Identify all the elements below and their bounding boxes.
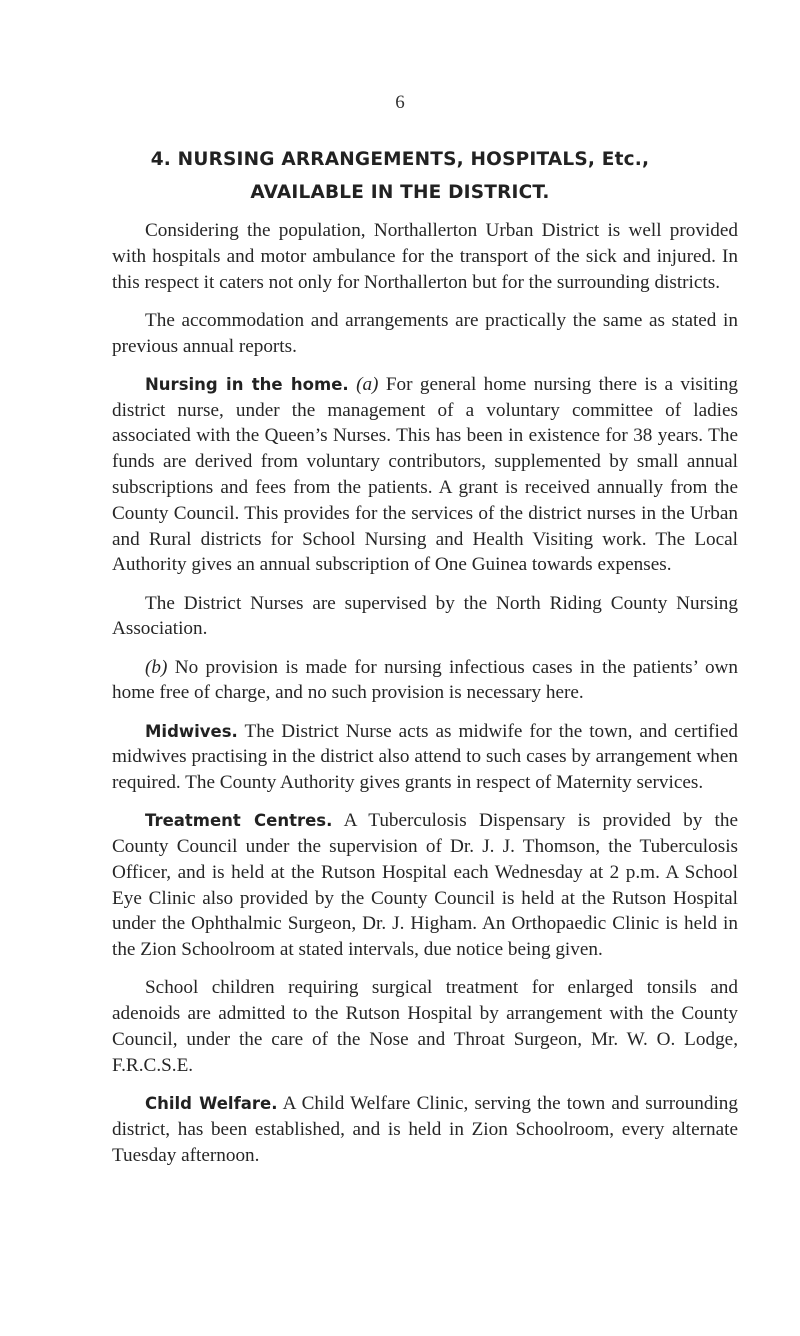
run-in-heading-midwives: Midwives. <box>145 721 238 741</box>
page-number: 6 <box>395 92 405 113</box>
paragraph-treatment-centres <box>112 808 738 963</box>
paragraph-school-children: School children requiring surgical treatment for enlarged tonsils and adenoids are admitted to the Rutson Hospital by arrangement with the County Council, under the care of the Nose and Throat Surgeon, Mr. W. O. Lodge, F.R.C.S.E. <box>112 977 738 1076</box>
paragraph-midwives-text: The District Nurse acts as midwife for the town, and certified midwives practising in the district also attend to such cases by arrangement when required. The County Authority gives grants in respect of Maternity services. <box>112 720 738 794</box>
paragraph-nursing-home <box>112 372 738 578</box>
paragraph-district-nurses: The District Nurses are supervised by the North Riding County Nursing Association. <box>112 592 738 640</box>
item-label-a: (a) <box>356 373 379 395</box>
item-label-b: (b) <box>145 656 168 678</box>
section-heading-line-2: AVAILABLE IN THE DISTRICT. <box>250 182 550 203</box>
run-in-heading-treatment: Treatment Centres. <box>145 811 333 831</box>
paragraph-population: Considering the population, Northallerton Urban District is well provided with hospitals and motor ambulance for the transport of the sick and injured. In this respect it caters not only for Northallerton but for the surrounding districts. <box>112 220 738 293</box>
paragraph-infectious-text: No provision is made for nursing infectious cases in the patients’ own home free of charge, and no such provision is necessary here. <box>112 656 738 704</box>
section-heading <box>60 143 740 209</box>
paragraph-treatment-text: A Tuberculosis Dispensary is provided by the County Council under the supervision of Dr. J. J. Thomson, the Tuberculosis Officer, and is held at the Rutson Hospital each Wednesday at 2 p.m. A School Eye Clinic also provided by the County Council is held at the Rutson Hospital under the Ophthalmic Surgeon, Dr. J. Higham. An Orthopaedic Clinic is held in the Zion Schoolroom at stated intervals, due notice being given. <box>112 810 738 961</box>
paragraph-infectious-cases <box>112 655 738 707</box>
body-text <box>112 218 738 1181</box>
paragraph-accommodation: The accommodation and arrangements are practically the same as stated in previous annual reports. <box>112 309 738 357</box>
paragraph-midwives <box>112 719 738 796</box>
paragraph-child-welfare-text: A Child Welfare Clinic, serving the town and surrounding district, has been established, and is held in Zion Schoolroom, every alternate Tuesday afternoon. <box>112 1093 738 1166</box>
run-in-heading-child-welfare: Child Welfare. <box>145 1094 278 1114</box>
run-in-heading-nursing: Nursing in the home. <box>145 374 349 394</box>
paragraph-child-welfare <box>112 1091 738 1168</box>
section-heading-line-1: 4. NURSING ARRANGEMENTS, HOSPITALS, Etc., <box>150 149 650 170</box>
paragraph-nursing-text: For general home nursing there is a visiting district nurse, under the management of a voluntary committee of ladies associated with the Queen’s Nurses. This has been in existence for 38 years. The funds are derived from voluntary contributors, supplemented by small annual subscriptions and fees from the patients. A grant is received annually from the County Council. This provides for the services of the district nurses in the Urban and Rural districts for School Nursing and Health Visiting work. The Local Authority gives an annual subscription of One Guinea towards expenses. <box>112 373 739 576</box>
